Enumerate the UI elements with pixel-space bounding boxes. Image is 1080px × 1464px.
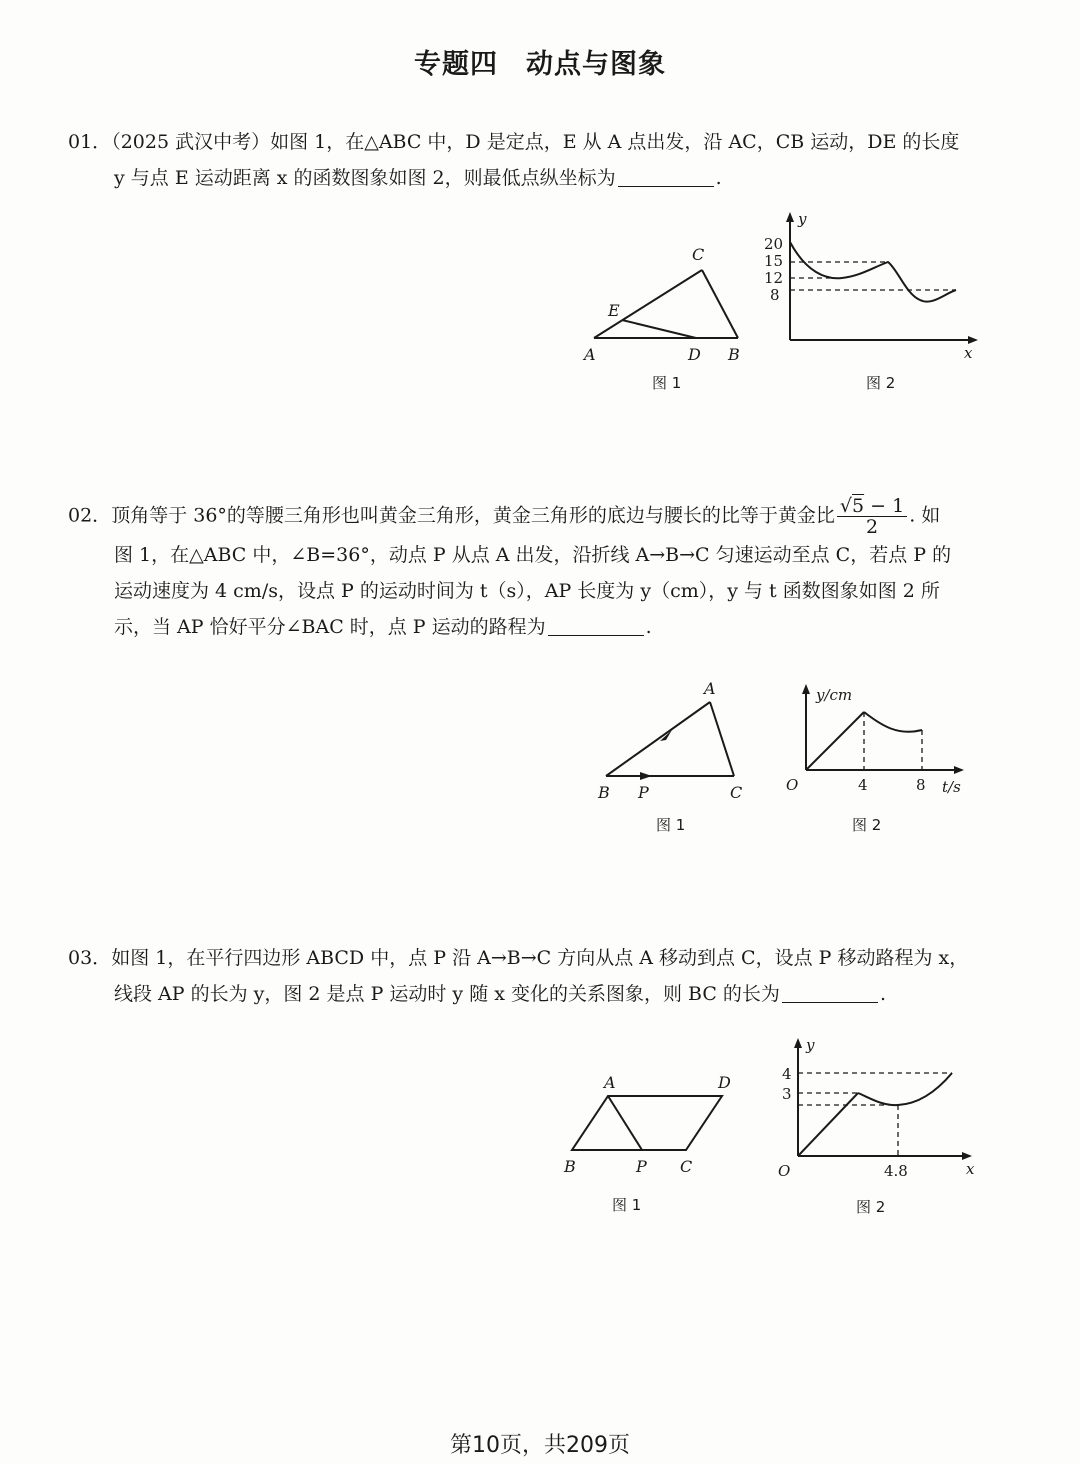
label-d: D	[688, 345, 701, 364]
question-2-number: 02．	[68, 504, 112, 527]
x-axis-label: x	[966, 1160, 975, 1178]
label-a: A	[604, 1073, 616, 1092]
q3-figure-2	[770, 1034, 990, 1224]
y-tick: 4	[782, 1065, 792, 1083]
q1-figure-1	[570, 240, 760, 400]
x-tick: 4	[858, 776, 868, 794]
origin-label: O	[786, 776, 799, 794]
answer-blank-3[interactable]	[782, 982, 878, 1003]
question-3	[68, 940, 1028, 1012]
label-c: C	[692, 245, 705, 264]
label-b: B	[564, 1157, 576, 1176]
page-title: 专题四 动点与图象	[414, 49, 666, 80]
x-tick: 4.8	[884, 1162, 908, 1180]
y-tick: 8	[770, 286, 780, 304]
label-p: P	[638, 783, 649, 802]
page-footer: 第10页，共209页	[450, 1433, 630, 1458]
label-a: A	[584, 345, 596, 364]
y-tick: 15	[764, 252, 784, 270]
label-b: B	[728, 345, 740, 364]
label-c: C	[680, 1157, 693, 1176]
q3-figure-1	[556, 1070, 746, 1220]
question-2-line-3: 运动速度为 4 cm/s，设点 P 的运动时间为 t（s），AP 长度为 y（cm），y 与 t 函数图象如图 2 所	[114, 580, 940, 602]
figure-caption: 图 1	[656, 816, 686, 834]
question-1-number: 01．	[68, 131, 112, 153]
label-c: C	[730, 783, 743, 802]
answer-blank-1[interactable]	[618, 166, 714, 187]
question-2-line-4: 示，当 AP 恰好平分∠BAC 时，点 P 运动的路程为 .	[114, 616, 652, 638]
question-1-line-1: 01．（2025 武汉中考）如图 1，在△ABC 中，D 是定点，E 从 A 点出发，沿 AC，CB 运动，DE 的长度	[68, 131, 960, 153]
label-d: D	[718, 1073, 731, 1092]
label-p: P	[636, 1157, 647, 1176]
y-axis-label: y	[798, 210, 807, 228]
label-a: A	[704, 679, 716, 698]
y-tick: 3	[782, 1085, 792, 1103]
y-tick: 20	[764, 235, 784, 253]
q1-figure-2	[760, 208, 990, 400]
label-b: B	[598, 783, 610, 802]
question-2-line-2: 图 1，在△ABC 中，∠B=36°，动点 P 从点 A 出发，沿折线 A→B→C 匀速运动至点 C，若点 P 的	[114, 544, 952, 566]
question-3-number: 03．	[68, 947, 112, 969]
x-tick: 8	[916, 776, 926, 794]
figure-caption: 图 2	[852, 816, 882, 834]
y-tick: 12	[764, 269, 784, 287]
question-2-line-1: 02．顶角等于 36°的等腰三角形也叫黄金三角形，黄金三角形的底边与腰长的比等于黄金比 $\frac{√5 - 1}{2}$ . 如	[68, 495, 941, 538]
figure-caption: 图 1	[612, 1196, 642, 1214]
question-3-line-2: 线段 AP 的长为 y，图 2 是点 P 运动时 y 随 x 变化的关系图象，则 BC 的长为 .	[114, 983, 886, 1005]
golden-ratio-fraction: $\frac{√5 - 1}{2}$	[837, 496, 907, 537]
figure-caption: 图 2	[866, 374, 896, 392]
figure-caption: 图 2	[856, 1198, 886, 1216]
answer-blank-2[interactable]	[548, 615, 644, 636]
question-2	[68, 496, 1028, 645]
y-axis-label: y/cm	[816, 686, 853, 704]
question-3-line-1: 03．如图 1，在平行四边形 ABCD 中，点 P 沿 A→B→C 方向从点 A 移动到点 C，设点 P 移动路程为 x，	[68, 947, 969, 969]
q2-figure-1	[592, 680, 762, 840]
question-1	[68, 124, 1028, 196]
origin-label: O	[778, 1162, 791, 1180]
question-1-line-2: y 与点 E 运动距离 x 的函数图象如图 2，则最低点纵坐标为 .	[114, 167, 722, 189]
y-axis-label: y	[806, 1036, 815, 1054]
label-e: E	[608, 301, 620, 320]
x-axis-label: t/s	[942, 778, 961, 796]
figure-caption: 图 1	[652, 374, 682, 392]
q2-figure-2	[776, 680, 976, 840]
x-axis-label: x	[964, 344, 973, 362]
